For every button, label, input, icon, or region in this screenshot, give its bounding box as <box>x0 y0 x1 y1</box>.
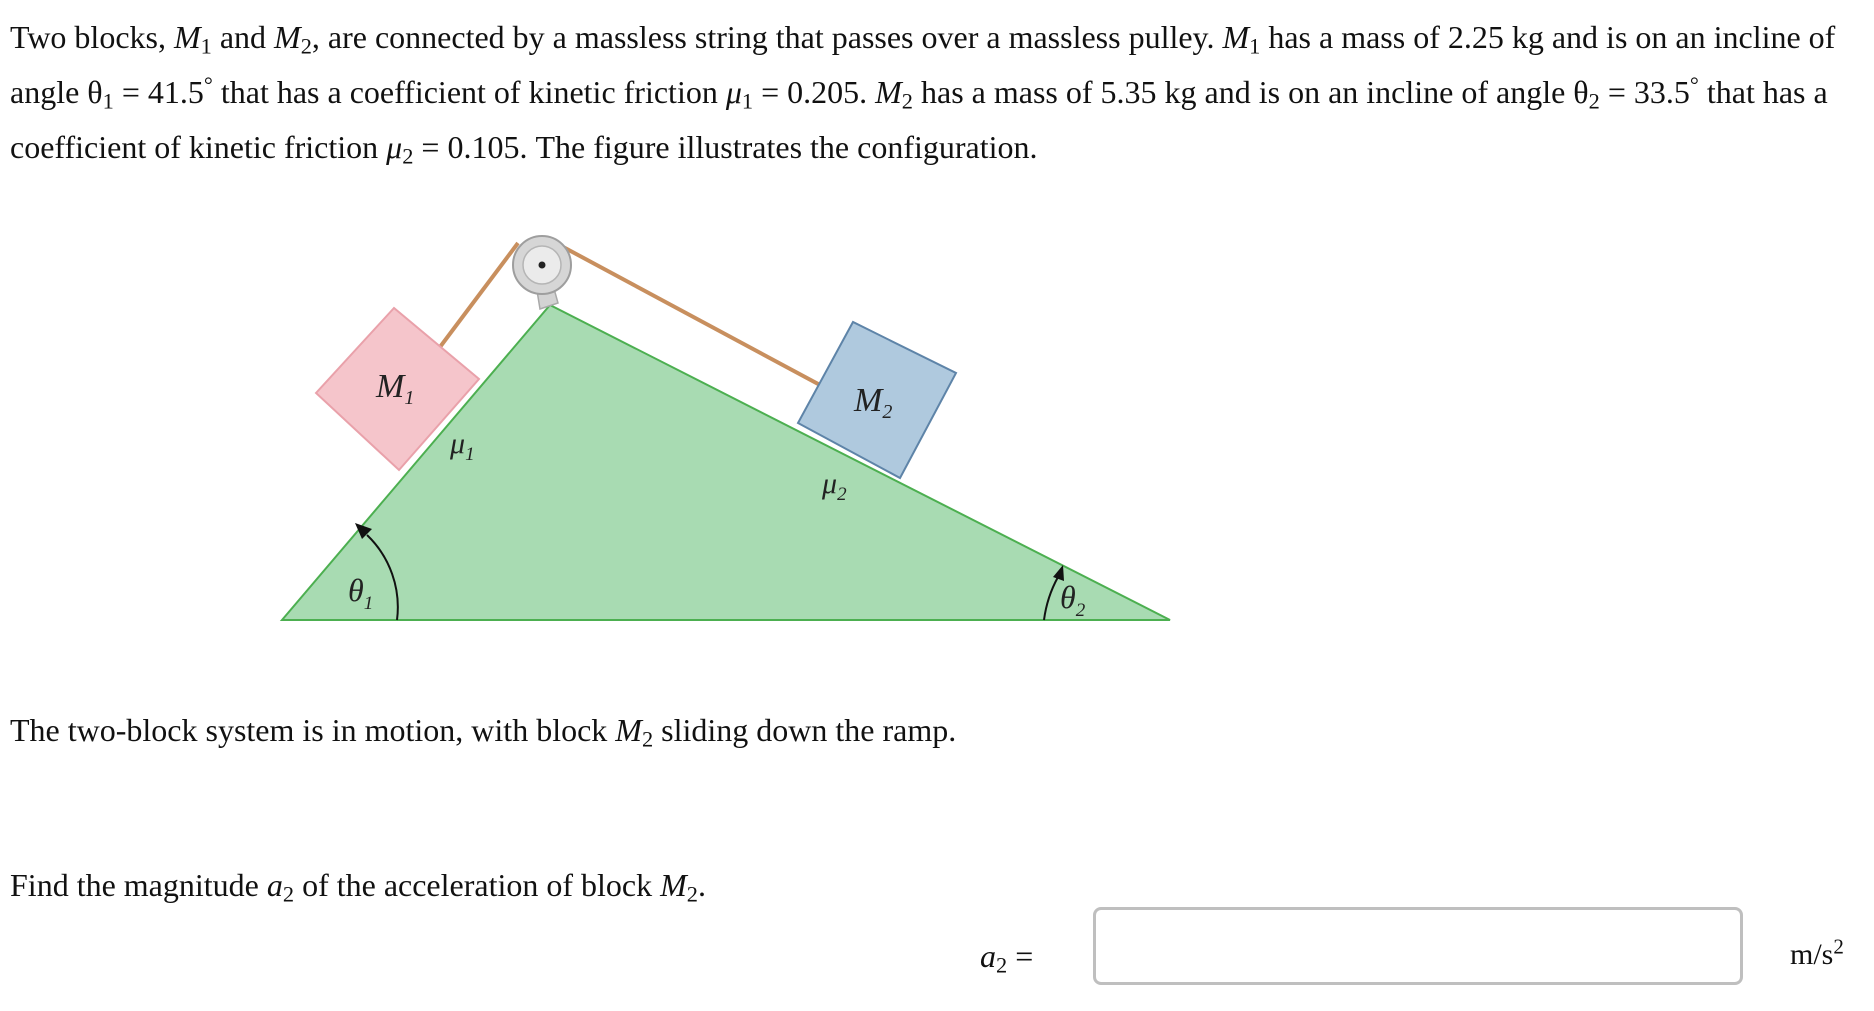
string-left <box>440 243 518 347</box>
block-m1-label: $M_1$ <box>376 368 415 409</box>
incline-figure <box>270 225 1190 635</box>
block-m2-label: $M_2$ <box>854 382 893 423</box>
mu1-label: $\mu_1$ <box>450 427 475 465</box>
problem-statement: Two blocks, $M_1$ and $M_2$, are connected by a massless string that passes over a massless pulley. $M_1$ has a mass of 2.25 kg and is on an incline of angle $\theta_1 = 41.5^\circ$ that has a coefficient of kinetic friction $\mu_1 = 0.205$. $M_2$ has a mass of 5.35 kg and is on an incline of angle $\theta_2 = 33.5^\circ$ that has a coefficient of kinetic friction $\mu_2 = 0.105$. The figure illustrates the configuration. <box>10 19 1836 169</box>
mu2-label: $\mu_2$ <box>822 467 847 505</box>
answer-label: $a_2$ = <box>980 938 1034 978</box>
motion-statement: The two-block system is in motion, with block $M_2$ sliding down the ramp. <box>10 712 957 752</box>
acceleration-answer-input[interactable] <box>1093 907 1743 985</box>
question-prompt: Find the magnitude $a_2$ of the acceleration of block $M_2$. <box>10 867 706 907</box>
theta1-label: $\theta_1$ <box>348 572 374 614</box>
answer-unit: $m/s^2$ <box>1790 934 1844 971</box>
pulley-axle <box>539 262 546 269</box>
theta2-label: $\theta_2$ <box>1060 579 1086 621</box>
